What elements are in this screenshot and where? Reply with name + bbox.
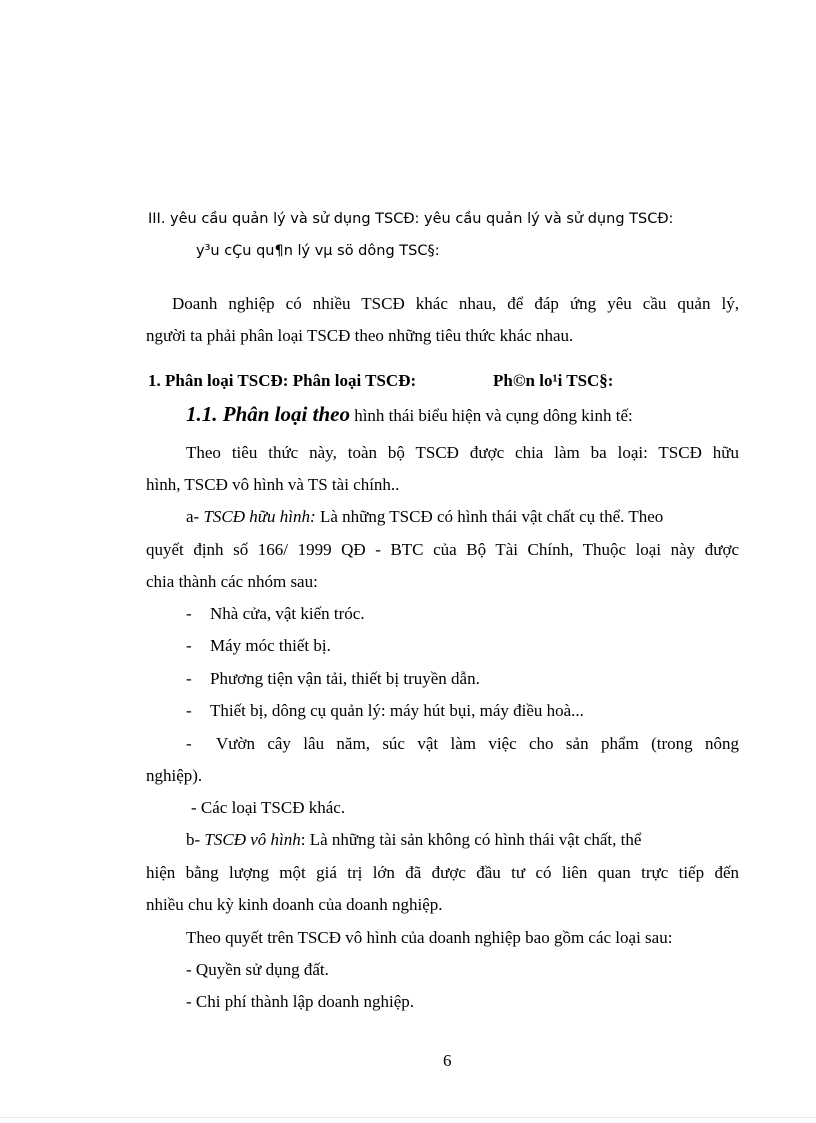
intangible-line-1 <box>186 829 641 851</box>
tangible-item-5-line-2: nghiệp). <box>146 766 203 785</box>
page-bottom-divider <box>0 1117 816 1118</box>
heading-1: 1. Phân loại TSCĐ: Phân loại TSCĐ: <box>148 371 417 390</box>
tangible-item-2: Máy móc thiết bị. <box>210 636 331 655</box>
tangible-term: TSCĐ hữu hình: <box>203 507 316 526</box>
list-dash-2: - <box>186 636 192 655</box>
intro-line-2: người ta phải phân loại TSCĐ theo những tiêu thức khác nhau. <box>146 326 574 345</box>
intangible-line-1-rest: : Là những tài sản không có hình thái vật chất, thể <box>300 830 642 849</box>
tangible-line-3: chia thành các nhóm sau: <box>146 572 318 591</box>
section-heading-garbled: y³u cÇu qu¶n lý vµ sö dông TSC§: <box>196 243 440 259</box>
tangible-item-1: Nhà cửa, vật kiến tróc. <box>210 604 365 623</box>
list-dash-1: - <box>186 604 192 623</box>
list-dash-5: - <box>186 734 192 753</box>
tangible-other: - Các loại TSCĐ khác. <box>191 798 346 817</box>
tangible-item-4: Thiết bị, dông cụ quản lý: máy hút bụi, máy điều hoà... <box>210 701 584 720</box>
heading-1-1-title: 1.1. Phân loại theo <box>186 402 350 426</box>
intro-line-1: Doanh nghiệp có nhiều TSCĐ khác nhau, để đáp ứng yêu cầu quản lý, <box>172 294 739 313</box>
list-dash-4: - <box>186 701 192 720</box>
intangible-item-2: - Chi phí thành lập doanh nghiệp. <box>186 992 415 1011</box>
heading-1-1 <box>186 403 633 427</box>
tangible-item-3: Phương tiện vận tải, thiết bị truyền dẫn. <box>210 669 480 688</box>
tangible-item-5-line-1: Vườn cây lâu năm, súc vật làm việc cho sản phẩm (trong nông <box>216 734 739 753</box>
tangible-line-1-rest: Là những TSCĐ có hình thái vật chất cụ thể. Theo <box>319 507 664 526</box>
criteria-line-2: hình, TSCĐ vô hình và TS tài chính.. <box>146 475 400 494</box>
intangible-line-2: hiện bằng lượng một giá trị lớn đã được đầu tư có liên quan trực tiếp đến <box>146 863 739 882</box>
heading-1-1-rest: hình thái biểu hiện và cụng dông kinh tế: <box>354 406 633 425</box>
section-heading: III. yêu cầu quản lý và sử dụng TSCĐ: yêu cầu quản lý và sử dụng TSCĐ: <box>148 211 674 227</box>
tangible-line-1 <box>186 506 663 528</box>
intangible-intro: Theo quyết trên TSCĐ vô hình của doanh nghiệp bao gồm các loại sau: <box>186 928 673 947</box>
intangible-term: TSCĐ vô hình <box>204 830 301 849</box>
tangible-line-2: quyết định số 166/ 1999 QĐ - BTC của Bộ Tài Chính, Thuộc loại này được <box>146 540 739 559</box>
list-dash-3: - <box>186 669 192 688</box>
intangible-prefix: b- <box>186 830 201 849</box>
page-number: 6 <box>443 1051 452 1070</box>
intangible-item-1: - Quyền sử dụng đất. <box>186 960 329 979</box>
criteria-line-1: Theo tiêu thức này, toàn bộ TSCĐ được chia làm ba loại: TSCĐ hữu <box>186 443 739 462</box>
tangible-prefix: a- <box>186 507 200 526</box>
intangible-line-3: nhiều chu kỳ kinh doanh của doanh nghiệp. <box>146 895 443 914</box>
heading-1-garbled: Ph©n lo¹i TSC§: <box>493 371 614 390</box>
